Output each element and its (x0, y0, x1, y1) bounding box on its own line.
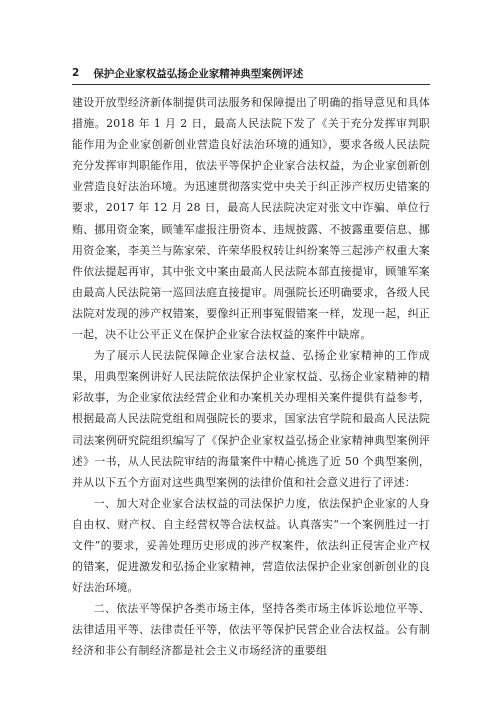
paragraph-point-one: 一、加大对企业家合法权益的司法保护力度，依法保护企业家的人身自由权、财产权、自主经营权等合法权益。认真落实“一个案例胜过一打文件”的要求，妥善处理历史形成的涉产权案件，依法纠正侵害企业产权的错案，促进激发和弘扬企业家精神，营造依法保护企业家创新创业的良好法治环境。 (72, 496, 430, 595)
paragraph-point-two: 二、依法平等保护各类市场主体，坚持各类市场主体诉讼地位平等、法律适用平等、法律责任平等，依法平等保护民营企业合法权益。公有制经济和非公有制经济都是社会主义市场经济的重要组 (72, 602, 430, 658)
running-header (72, 63, 432, 83)
page-number: 2 (72, 67, 80, 79)
paragraph-continuation: 建设开放型经济新体制提供司法服务和保障提出了明确的指导意见和具体措施。2018 年 1 月 2 日，最高人民法院下发了《关于充分发挥审判职能作用为企业家创新创业营造良好法治环境的通知》，要求各级人民法院充分发挥审判职能作用，依法平等保护企业家合法权益，为企业家创新创业营造良好法治环境。为迅速贯彻落实党中央关于纠正涉产权历史错案的要求，2017 年 12 月 28 日，最高人民法院决定对张文中诈骗、单位行贿、挪用资金案，顾雏军虚报注册资本、违规披露、不披露重要信息、挪用资金案，李美兰与陈家荣、许荣华股权转让纠纷案等三起涉产权重大案件依法提起再审，其中张文中案由最高人民法院本部直接提审，顾雏军案由最高人民法院第一巡回法庭直接提审。周强院长还明确要求，各级人民法院对发现的涉产权错案，要像纠正刑事冤假错案一样，发现一起，纠正一起，决不让公平正义在保护企业家合法权益的案件中缺席。 (72, 96, 430, 342)
paragraph-purpose: 为了展示人民法院保障企业家合法权益、弘扬企业家精神的工作成果，用典型案例讲好人民法院依法保护企业家权益、弘扬企业家精神的精彩故事，为企业家依法经营企业和办案机关办理相关案件提供有益参考，根据最高人民法院党组和周强院长的要求，国家法官学院和最高人民法院司法案例研究院组织编写了《保护企业家权益弘扬企业家精神典型案例评述》一书，从人民法院审结的海量案件中精心挑选了近 50 个典型案例，并从以下五个方面对这些典型案例的法律价值和社会意义进行了评述： (72, 349, 430, 489)
body-text (72, 92, 430, 662)
header-divider (72, 84, 430, 85)
book-title: 保护企业家权益弘扬企业家精神典型案例评述 (93, 67, 304, 80)
